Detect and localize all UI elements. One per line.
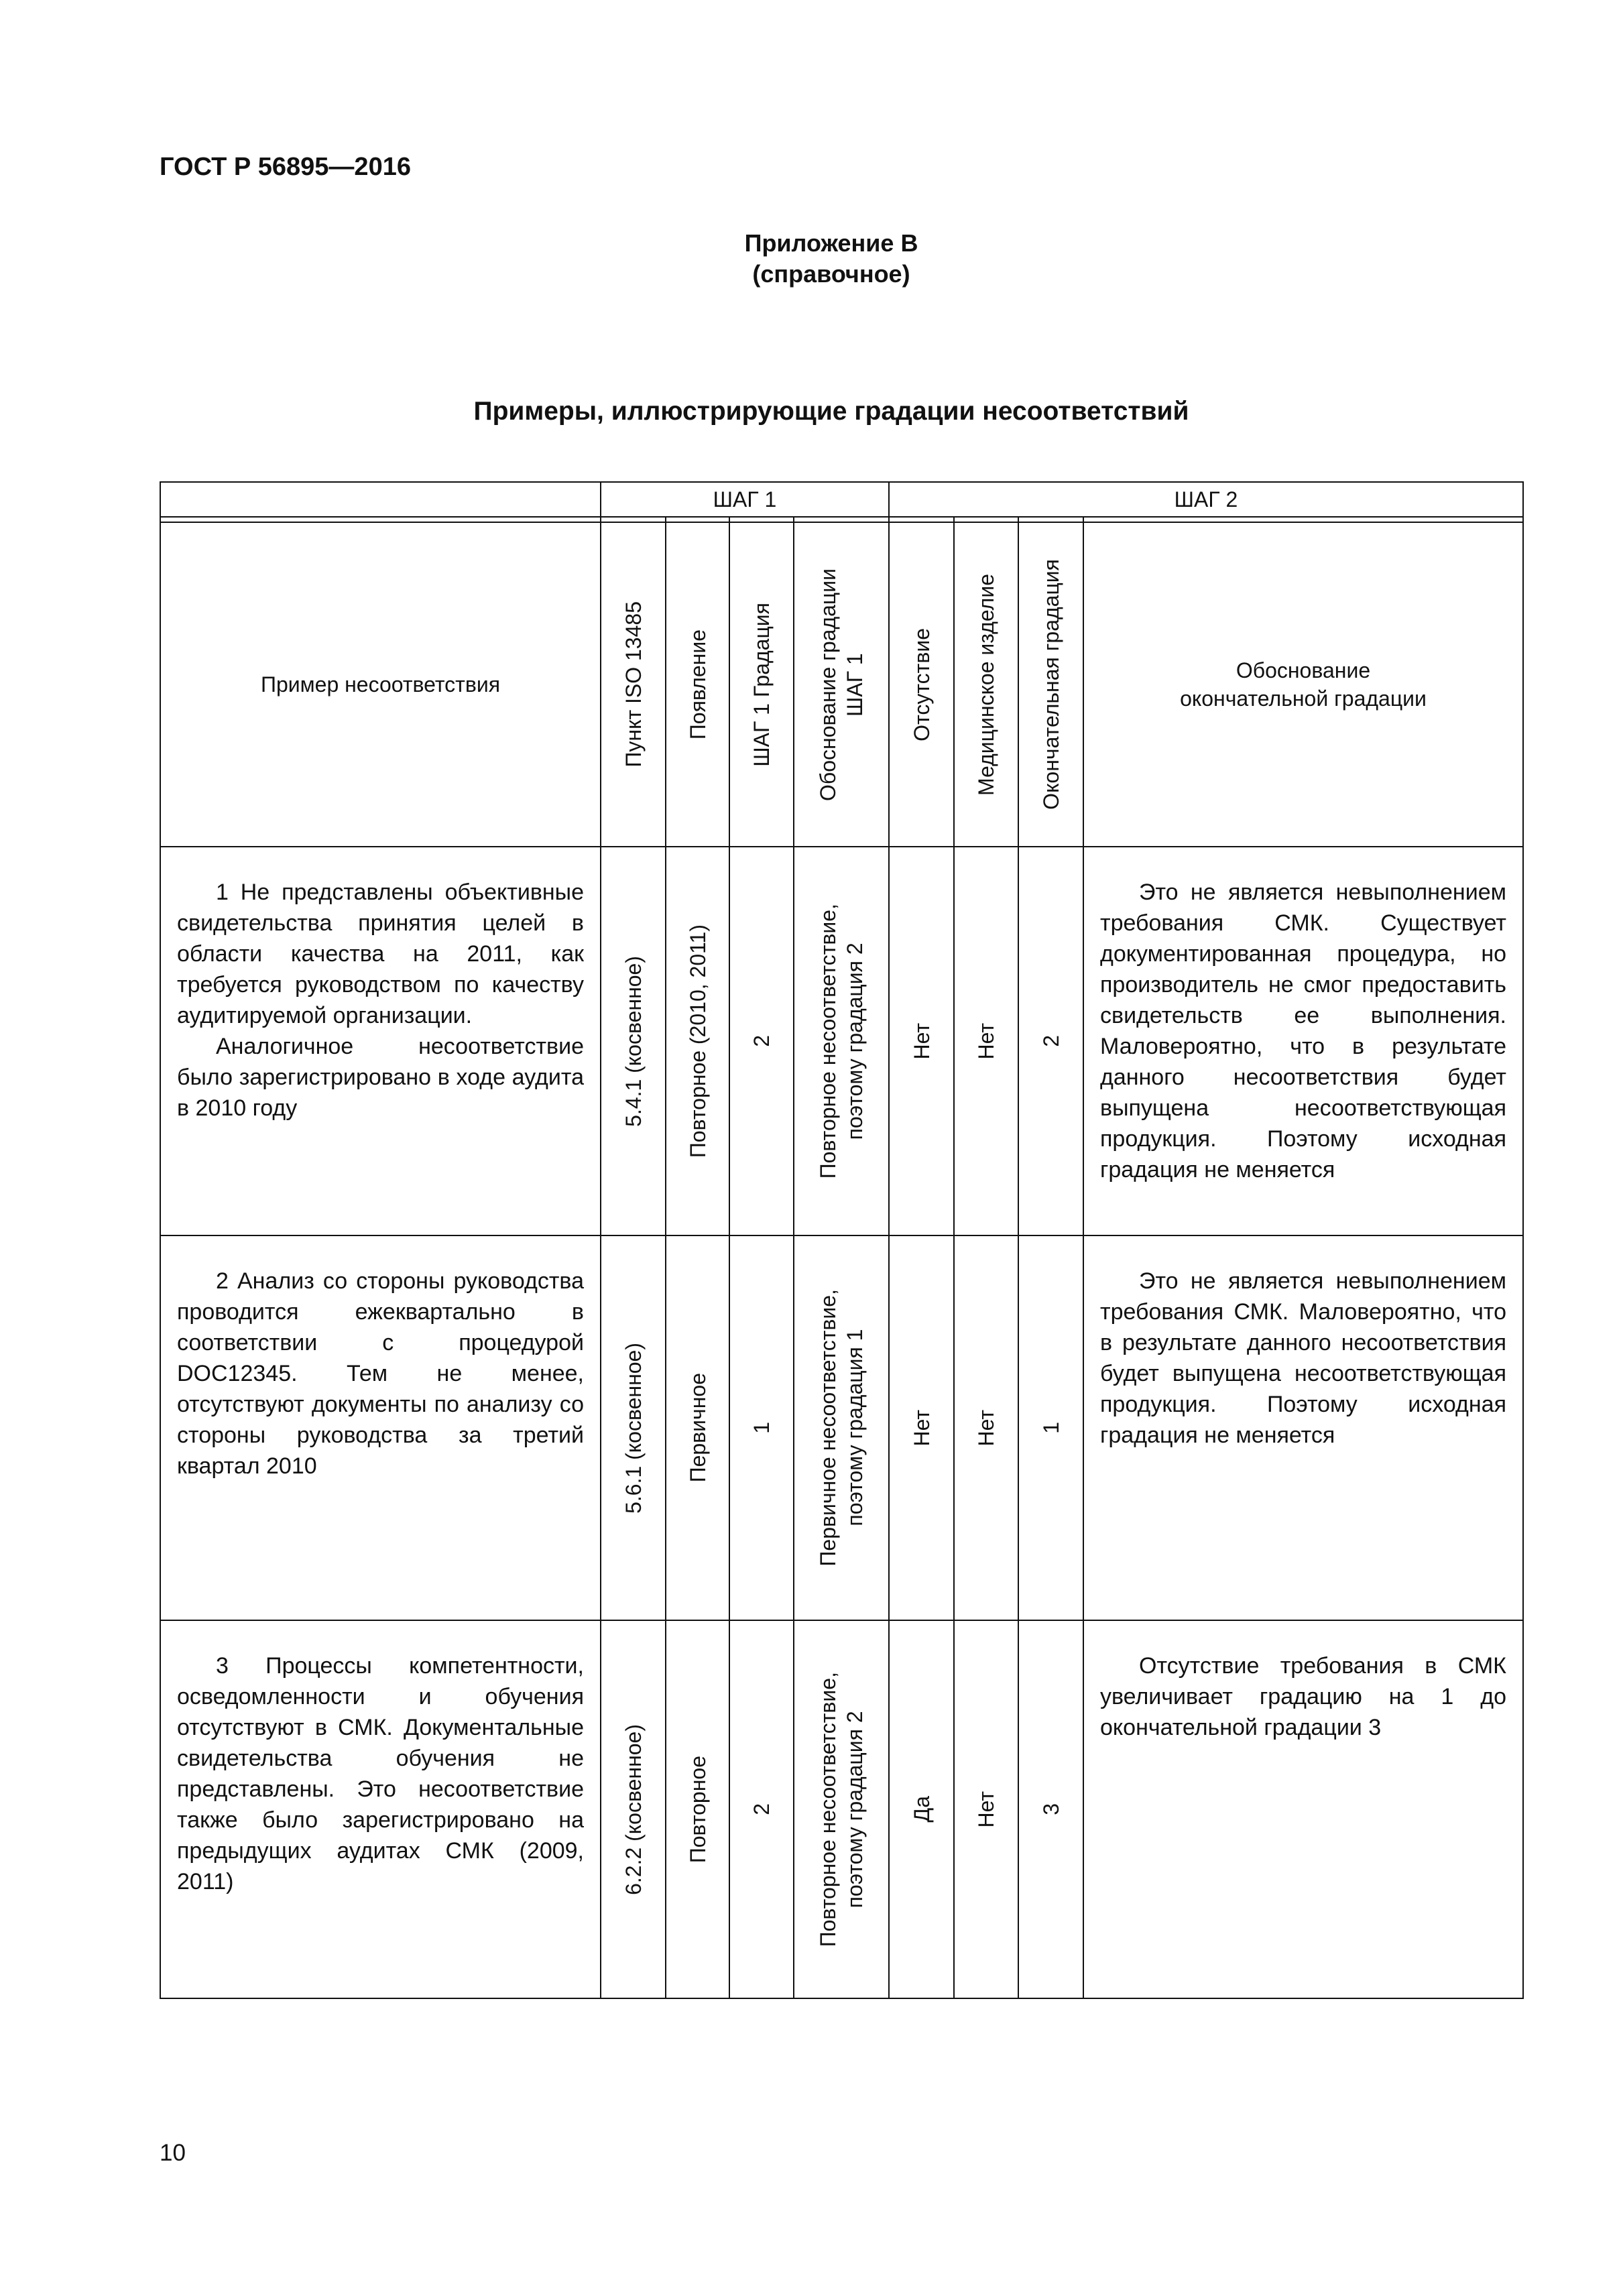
device-cell — [954, 847, 1018, 1235]
col-step1-justification-header — [794, 522, 889, 847]
step1-header: ШАГ 1 — [601, 482, 889, 517]
separator-cell — [601, 517, 666, 522]
annex-title: Приложение В — [744, 229, 918, 257]
col-absence-label: Отсутствие — [909, 627, 934, 741]
step1-grade-value: 2 — [749, 1035, 774, 1047]
col-device-header — [954, 522, 1018, 847]
annex-heading — [0, 228, 1623, 290]
separator-cell — [729, 517, 794, 522]
final-justification-text: Отсутствие требования в СМК увеличивает градацию на 1 до окончательной градации 3 — [1100, 1653, 1506, 1740]
col-step1-grade-label: ШАГ 1 Градация — [749, 602, 774, 767]
step1-grade-value: 2 — [749, 1803, 774, 1815]
separator-cell — [794, 517, 889, 522]
device-value: Нет — [974, 1409, 998, 1447]
iso-clause-value: 5.6.1 (косвенное) — [621, 1342, 646, 1514]
step1-justification-value — [815, 904, 868, 1179]
step1-justification-value — [815, 1289, 868, 1567]
example-paragraph: 3 Процессы компетентности, осведомленности и обучения отсутствуют в СМК. Документальные свидетельства обучения не представлены. Это несоответствие также было зарегистрировано на предыдущих аудитах СМК (2009, 2011) — [177, 1653, 584, 1894]
final-justification-cell — [1083, 847, 1523, 1235]
absence-value: Нет — [909, 1022, 934, 1060]
step1-grade-cell — [729, 847, 794, 1235]
step1-grade-cell — [729, 1235, 794, 1620]
col-device-label: Медицинское изделие — [974, 573, 998, 796]
col-iso-clause-label: Пункт ISO 13485 — [621, 601, 646, 768]
table-row — [160, 847, 1523, 1235]
col-step1-justification-line1: Обоснование градации — [816, 568, 840, 801]
standard-code: ГОСТ Р 56895—2016 — [160, 153, 411, 181]
example-paragraph: Аналогичное несоответствие было зарегистрировано в ходе аудита в 2010 году — [177, 1034, 584, 1121]
example-cell — [160, 1620, 601, 1998]
iso-clause-value: 6.2.2 (косвенное) — [621, 1724, 646, 1895]
occurrence-value: Повторное (2010, 2011) — [685, 924, 710, 1158]
step1-justification-line2: поэтому градация 2 — [843, 1710, 867, 1909]
final-justification-text: Это не является невыполнением требования СМК. Существует документированная процедура, но производитель не смог предоставить свидетельств ее выполнения. Маловероятно, что в результате данного несоответствия будет выпущена несоответствующая продукция. Поэтому исходная градация не меняется — [1100, 880, 1506, 1183]
col-iso-clause-header — [601, 522, 666, 847]
occurrence-value: Повторное — [685, 1755, 710, 1864]
document-title: Примеры, иллюстрирующие градации несоответствий — [473, 397, 1189, 426]
step-header-row — [160, 482, 1523, 517]
example-cell — [160, 1235, 601, 1620]
final-grade-cell — [1018, 1620, 1083, 1998]
col-final-justification-line2: окончательной градации — [1180, 686, 1427, 711]
column-header-row — [160, 522, 1523, 847]
step1-justification-cell — [794, 1235, 889, 1620]
iso-clause-cell — [601, 1235, 666, 1620]
occurrence-cell — [666, 1620, 729, 1998]
col-example-header: Пример несоответствия — [160, 522, 601, 847]
step2-header: ШАГ 2 — [889, 482, 1523, 517]
final-justification-cell — [1083, 1620, 1523, 1998]
col-final-justification-header — [1083, 522, 1523, 847]
col-final-grade-header — [1018, 522, 1083, 847]
absence-value: Нет — [909, 1409, 934, 1447]
step1-justification-line1: Повторное несоответствие, — [816, 1671, 840, 1947]
device-cell — [954, 1620, 1018, 1998]
example-cell — [160, 847, 601, 1235]
final-grade-value: 1 — [1038, 1422, 1063, 1434]
iso-clause-cell — [601, 847, 666, 1235]
header-separator-row — [160, 517, 1523, 522]
step1-justification-cell — [794, 847, 889, 1235]
col-occurrence-label: Появление — [685, 629, 710, 740]
step1-justification-line1: Повторное несоответствие, — [816, 903, 840, 1179]
step1-grade-cell — [729, 1620, 794, 1998]
occurrence-cell — [666, 1235, 729, 1620]
col-step1-grade-header — [729, 522, 794, 847]
empty-header-cell — [160, 482, 601, 517]
col-occurrence-header — [666, 522, 729, 847]
annex-kind: (справочное) — [752, 260, 910, 288]
col-final-justification-line1: Обоснование — [1236, 658, 1371, 682]
device-value: Нет — [974, 1022, 998, 1060]
separator-cell — [1083, 517, 1523, 522]
table-row — [160, 1235, 1523, 1620]
final-grade-value: 3 — [1038, 1803, 1063, 1815]
device-cell — [954, 1235, 1018, 1620]
separator-cell — [889, 517, 954, 522]
final-grade-cell — [1018, 847, 1083, 1235]
step1-justification-line1: Первичное несоответствие, — [816, 1289, 840, 1567]
separator-cell — [1018, 517, 1083, 522]
iso-clause-value: 5.4.1 (косвенное) — [621, 955, 646, 1127]
step1-justification-cell — [794, 1620, 889, 1998]
final-grade-value: 2 — [1038, 1035, 1063, 1047]
final-grade-cell — [1018, 1235, 1083, 1620]
step1-grade-value: 1 — [749, 1422, 774, 1434]
occurrence-value: Первичное — [685, 1373, 710, 1483]
occurrence-cell — [666, 847, 729, 1235]
example-paragraph: 1 Не представлены объективные свидетельства принятия целей в области качества на 2011, как требуется руководством по качеству аудитируемой организации. — [177, 880, 584, 1028]
device-value: Нет — [974, 1791, 998, 1828]
nonconformity-grading-table — [160, 481, 1524, 1999]
step1-justification-line2: поэтому градация 1 — [843, 1329, 867, 1527]
step1-justification-value — [815, 1672, 868, 1947]
col-final-grade-label: Окончательная градация — [1038, 559, 1063, 810]
separator-cell — [954, 517, 1018, 522]
col-step1-justification-label — [815, 568, 868, 801]
step1-justification-line2: поэтому градация 2 — [843, 942, 867, 1140]
absence-cell — [889, 1235, 954, 1620]
page-number: 10 — [160, 2140, 186, 2166]
final-justification-text: Это не является невыполнением требования СМК. Маловероятно, что в результате данного несоответствия будет выпущена несоответствующая продукция. Поэтому исходная градация не меняется — [1100, 1268, 1506, 1448]
table-row — [160, 1620, 1523, 1998]
absence-cell — [889, 847, 954, 1235]
separator-cell — [160, 517, 601, 522]
final-justification-cell — [1083, 1235, 1523, 1620]
col-step1-justification-line2: ШАГ 1 — [843, 652, 867, 717]
separator-cell — [666, 517, 729, 522]
iso-clause-cell — [601, 1620, 666, 1998]
absence-value: Да — [909, 1796, 934, 1823]
example-paragraph: 2 Анализ со стороны руководства проводится ежеквартально в соответствии с процедурой DOC12345. Тем не менее, отсутствуют документы по анализу со стороны руководства за третий квартал 2010 — [177, 1268, 584, 1479]
col-absence-header — [889, 522, 954, 847]
absence-cell — [889, 1620, 954, 1998]
